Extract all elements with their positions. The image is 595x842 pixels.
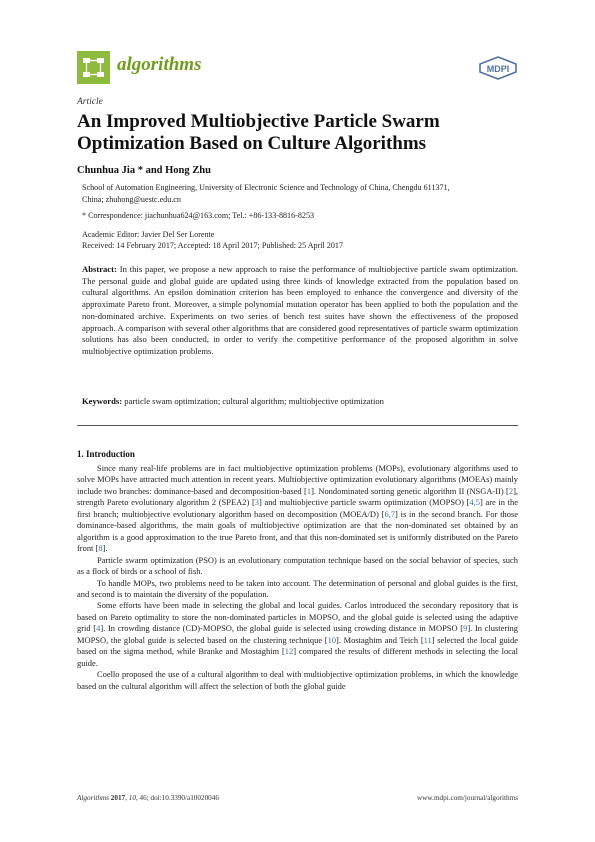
paper-title — [77, 111, 517, 155]
journal-name: algorithms — [117, 54, 202, 75]
abstract — [82, 264, 518, 358]
affiliation-line-1: School of Automation Engineering, University of Electronic Science and Technology of China, Chengdu 611371, — [82, 183, 450, 192]
citation-link[interactable]: 12 — [284, 646, 294, 657]
citation-link[interactable]: 8 — [98, 543, 103, 554]
affiliation-line-2: China; zhuhong@uestc.edu.cn — [82, 194, 181, 204]
citation-link[interactable]: 4 — [96, 623, 101, 634]
citation-link[interactable]: 3 — [254, 497, 259, 508]
journal-logo-icon — [77, 51, 110, 84]
body-text — [77, 463, 518, 692]
footer-volume: 10 — [128, 794, 136, 802]
footer-citation: Algorithms 2017, 10, 46; doi:10.3390/a10020046 — [77, 794, 219, 802]
footer-doi: , 46; doi:10.3390/a10020046 — [135, 794, 219, 802]
footer-journal: Algorithms — [77, 794, 109, 802]
article-type-label: Article — [77, 97, 103, 107]
paragraph-2: Particle swarm optimization (PSO) is an evolutionary computation technique based on the social behavior of species, such as a flock of birds or a school of fish. — [77, 554, 518, 577]
mdpi-logo-icon — [478, 56, 518, 80]
paragraph-3: To handle MOPs, two problems need to be taken into account. The determination of personal and global guides is the first, and second is to maintain the diversity of the population. — [77, 577, 518, 599]
citation-link[interactable]: 10 — [327, 634, 337, 645]
citation-link[interactable]: 1 — [306, 485, 312, 496]
citation-link[interactable]: 4,5 — [469, 497, 480, 508]
publication-dates: Received: 14 February 2017; Accepted: 18 April 2017; Published: 25 April 2017 — [82, 241, 343, 250]
paragraph-1: Since many real-life problems are in fact multiobjective optimization problems (MOPs), evolutionary algorithms used to solve MOPs have attracted much attention in recent years. Multiobjective optimization evolutionary algorithms (MOEAs) mainly include two branches: dominance-based and decomposition-based [1]. Nondominated sorting genetic algorithm II (NSGA-II) [2], strength Pareto evolutionary algorithm 2 (SPEA2) [3] and multiobjective particle swarm optimization (MOPSO) [4,5] are in the first branch; multiobjective evolutionary algorithm based on decomposition (MOEA/D) [6,7] is in the second branch. For those dominance-based algorithms, the main goals of multiobjective optimization are that the non-dominated set obtained by an algorithm is a good approximation to the true Pareto front, and that this non-dominated set is uniformly distributed on the Pareto front [8]. — [77, 463, 518, 554]
citation-link[interactable]: 11 — [423, 634, 432, 645]
abstract-label: Abstract: — [82, 264, 117, 274]
paper-title-line-1: An Improved Multiobjective Particle Swarm — [77, 111, 440, 132]
keywords-label: Keywords: — [82, 396, 123, 406]
paper-title-line-2: Optimization Based on Culture Algorithms — [77, 133, 427, 154]
academic-editor: Academic Editor: Javier Del Ser Lorente — [82, 230, 215, 239]
footer-website-link[interactable]: www.mdpi.com/journal/algorithms — [417, 794, 518, 802]
affiliation — [82, 182, 450, 205]
citation-link[interactable]: 2 — [508, 485, 514, 496]
correspondence: * Correspondence: jiachunhua624@163.com; Tel.: +86-133-8816-8253 — [82, 211, 315, 220]
footer-year: 2017 — [110, 794, 126, 802]
keywords-text: particle swam optimization; cultural algorithm; multiobjective optimization — [124, 396, 384, 406]
section-divider — [77, 425, 518, 426]
keywords — [82, 396, 518, 406]
section-heading: 1. Introduction — [77, 449, 135, 459]
paragraph-4: Some efforts have been made in selecting the global and local guides. Carlos introduced the secondary repository that is based on Pareto optimality to store the non-dominated particles in MOPSO, and the global guide is selected using the adaptive grid [4]. In crowding distance (CD)-MOPSO, the global guide is selected using crowding distance in MOPSO [9]. In clustering MOPSO, the global guide is selected based on the clustering technique [10]. Mostaghim and Teich [11] selected the local guide based on the sigma method, while Branke and Mostaghim [12] compared the results of different methods in selecting the local guide. — [77, 600, 518, 668]
citation-link[interactable]: 6,7 — [384, 508, 395, 519]
paragraph-5: Coello proposed the use of a cultural algorithm to deal with multiobjective optimization problems, in which the knowledge based on the cultural algorithm will affect the selection of both the global guide — [77, 669, 518, 691]
citation-link[interactable]: 9 — [463, 623, 468, 634]
abstract-text: In this paper, we propose a new approach to raise the performance of multiobjective particle swam optimization. The personal guide and global guide are updated using three kinds of knowledge extracted from the population based on cultural algorithms. An epsilon domination criterion has been employed to enhance the convergence and diversity of the approximate Pareto front. Moreover, a simple polynomial mutation operator has been applied to both the population and the non-dominated archive. Experiments on two series of bench test suites have shown the effectiveness of the proposed approach. A comparison with several other algorithms that are considered good representatives of particle swarm optimization solutions has also been conducted, in order to verify the competitive performance of the proposed algorithm in solve multiobjective optimization problems. — [82, 264, 518, 356]
mdpi-logo-text: MDPI — [486, 64, 510, 74]
author-list: Chunhua Jia * and Hong Zhu — [77, 165, 211, 176]
